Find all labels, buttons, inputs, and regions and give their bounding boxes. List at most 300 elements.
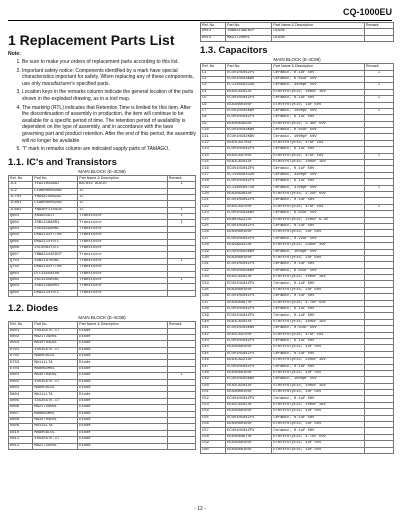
- description-cell: Ceramic, 0.1uF 50V: [272, 294, 365, 300]
- caps-table: [200, 63, 394, 454]
- ref-no-cell: Q603: [9, 226, 33, 232]
- description-cell: Electrolytic, 1uF 50V: [272, 441, 365, 447]
- part-no-cell: MA8056L0L: [33, 354, 78, 360]
- remark-cell: [365, 447, 394, 453]
- description-cell: Electrolytic, 100uF 16V: [272, 383, 365, 389]
- ref-no-cell: C7: [201, 108, 226, 114]
- caps-section: [200, 45, 394, 454]
- description-cell: Electrolytic, 47uF 16V: [272, 204, 365, 210]
- part-no-cell: EEA1AA331SF: [226, 243, 272, 249]
- ref-no-cell: C11: [201, 134, 226, 140]
- part-no-cell: MA2J72900L: [33, 334, 78, 340]
- ref-no-cell: C10: [201, 128, 226, 134]
- part-no-cell: ECUV1H102KBV: [226, 134, 272, 140]
- ref-no-cell: C31: [201, 262, 226, 268]
- remark-cell: I: [167, 277, 195, 283]
- part-no-cell: ECUV1H104ZFV: [226, 147, 272, 153]
- description-cell: Electrolytic, 1uF 50V: [272, 255, 365, 261]
- description-cell: Electrolytic, 47uF 16V: [272, 140, 365, 146]
- part-no-cell: YNA3RF1T04CB: [33, 207, 78, 213]
- ref-no-cell: C14: [201, 153, 226, 159]
- description-cell: Transistor: [78, 271, 168, 277]
- ref-no-cell: D809: [9, 424, 33, 430]
- col-ref: Ref. No.: [9, 175, 33, 181]
- description-cell: Electrolytic, 1uF 50V: [272, 370, 365, 376]
- part-no-cell: YNBA2144E8CP: [33, 252, 78, 258]
- col-part: Part No.: [33, 322, 78, 328]
- description-cell: Diode: [78, 443, 168, 449]
- part-no-cell: EEA1CA101SF: [226, 275, 272, 281]
- ref-no-cell: C50: [201, 383, 226, 389]
- description-cell: Ceramic, 0.01uF 50V: [272, 76, 365, 82]
- description-cell: Transistor: [78, 239, 168, 245]
- col-part: Part No.: [33, 175, 78, 181]
- ref-no-cell: D813: [201, 29, 226, 35]
- col-ref: Ref. No.: [201, 23, 226, 29]
- ref-no-cell: Q605: [9, 239, 33, 245]
- part-no-cell: ECUV1H103KBV: [226, 76, 272, 82]
- part-no-cell: MA111LTA: [33, 392, 78, 398]
- part-no-cell: ECUV1H103KBV: [226, 128, 272, 134]
- ref-no-cell: C34: [201, 281, 226, 287]
- part-no-cell: ECUV1H104ZFV: [226, 364, 272, 370]
- ref-no-cell: C44: [201, 345, 226, 351]
- part-no-cell: XN4601DJT: [33, 214, 78, 220]
- remark-cell: I: [167, 207, 195, 213]
- ref-no-cell: C52: [201, 396, 226, 402]
- part-no-cell: ECUV1H104ZFV: [226, 307, 272, 313]
- ref-no-cell: Q602: [9, 220, 33, 226]
- part-no-cell: ECUV1H104ZFV: [226, 115, 272, 121]
- description-cell: Transistor: [78, 220, 168, 226]
- description-cell: Ceramic, 3300pF 50V: [272, 83, 365, 89]
- ref-no-cell: C32: [201, 268, 226, 274]
- description-cell: Ceramic, 0.1uF 50V: [272, 198, 365, 204]
- description-cell: Electrolytic, 1uF 50V: [272, 230, 365, 236]
- ref-no-cell: C19: [201, 185, 226, 191]
- part-no-cell: EEA1HA010SF: [226, 390, 272, 396]
- part-no-cell: ECUV1H104ZFV: [226, 294, 272, 300]
- ref-no-cell: C8: [201, 115, 226, 121]
- remark-cell: [167, 290, 195, 296]
- ref-no-cell: D702: [9, 354, 33, 360]
- part-no-cell: MA111LTA: [33, 360, 78, 366]
- description-cell: Ceramic, 0.1uF 50V: [272, 96, 365, 102]
- description-cell: Diode: [78, 334, 168, 340]
- remark-cell: I: [365, 96, 394, 102]
- block-label: MAIN BLOCK (E-4C98): [78, 168, 126, 174]
- col-part: Part No.: [226, 23, 272, 29]
- part-no-cell: ECUV1H104ZFV: [226, 281, 272, 287]
- part-no-cell: MA8056L0L: [33, 430, 78, 436]
- description-cell: Electrolytic, 100uF 16V: [272, 89, 365, 95]
- col-desc: Part Name & Description: [272, 64, 365, 70]
- remark-cell: I: [365, 70, 394, 76]
- description-cell: Ceramic, 0.1uF 50V: [272, 338, 365, 344]
- description-cell: Ceramic, 0.01uF 50V: [272, 128, 365, 134]
- description-cell: Ceramic, 0.1uF 50V: [272, 313, 365, 319]
- description-cell: Electrolytic, 330uF 10V: [272, 243, 365, 249]
- part-no-cell: 2SB1197K0RL: [33, 258, 78, 264]
- part-no-cell: C1AB00000286: [33, 188, 78, 194]
- description-cell: Electrolytic, 4.7uF 50V: [272, 434, 365, 440]
- ref-no-cell: D806: [9, 405, 33, 411]
- remark-cell: I: [167, 258, 195, 264]
- ref-no-cell: C48: [201, 370, 226, 376]
- ref-no-cell: D701: [9, 347, 33, 353]
- part-no-cell: ECJ1VB1H332K: [226, 172, 272, 178]
- description-cell: Diode: [78, 430, 168, 436]
- ref-no-cell: C60: [201, 447, 226, 453]
- note-item: 3. Location keys in the remarks column indicate the general location of the parts shown in the exploded drawing, as in a tool map.: [22, 89, 196, 102]
- part-no-cell: MA2J72900L: [33, 443, 78, 449]
- part-no-cell: MA2J72900L: [33, 405, 78, 411]
- ref-no-cell: D805: [9, 398, 33, 404]
- ics-rows: [9, 182, 196, 297]
- ref-no-cell: C37: [201, 300, 226, 306]
- part-no-cell: ECJ1VB1H332K: [226, 83, 272, 89]
- description-cell: Diode: [78, 398, 168, 404]
- part-no-cell: 2SB1218A0R1: [33, 284, 78, 290]
- description-cell: Electrolytic, 1uF 50V: [272, 287, 365, 293]
- part-no-cell: EEA1CA101SF: [226, 89, 272, 95]
- left-column: [8, 22, 196, 450]
- description-cell: Electrolytic, 1uF 50V: [272, 422, 365, 428]
- col-desc: Part Name & Description: [272, 23, 365, 29]
- note-item: 4. The marking (RTL) indicates that Retention Time is limited for this item. After the discontinuation of assembly in production, the item will continue to be available for a specific period of time. The retention period of availability is dependent on the type of assembly, and in accordance with the laws governing part and product retention. After the end of this period, the assembly will no longer be available.: [22, 105, 196, 145]
- description-cell: Transistor: [78, 226, 168, 232]
- description-cell: Diode: [78, 386, 168, 392]
- part-no-cell: C1AB00000298: [33, 201, 78, 207]
- description-cell: Diode: [272, 29, 365, 35]
- ref-no-cell: C54: [201, 409, 226, 415]
- description-cell: Ceramic, 0.1uF 50V: [272, 179, 365, 185]
- part-no-cell: EEA1HA2R2SF: [226, 191, 272, 197]
- ref-no-cell: D807: [9, 411, 33, 417]
- col-remark: Remark: [167, 322, 195, 328]
- part-no-cell: DRA2143YTT08: [33, 233, 78, 239]
- ref-no-cell: C1: [201, 70, 226, 76]
- block-label: MAIN BLOCK (E-4C98): [273, 57, 321, 63]
- ref-no-cell: Q804: [9, 290, 33, 296]
- part-no-cell: EEA1CA470SF: [226, 332, 272, 338]
- ref-no-cell: C55: [201, 415, 226, 421]
- col-part: Part No.: [226, 64, 272, 70]
- description-cell: Ceramic, 0.1uF 50V: [272, 115, 365, 121]
- description-cell: Diode: [78, 424, 168, 430]
- ref-no-cell: C5: [201, 96, 226, 102]
- description-cell: Diode: [78, 379, 168, 385]
- part-no-cell: ECUV1H104ZFV: [226, 262, 272, 268]
- part-no-cell: MA111LTA: [33, 424, 78, 430]
- description-cell: Diode: [78, 392, 168, 398]
- part-no-cell: ECUV1H102KBV: [226, 377, 272, 383]
- ref-no-cell: C47: [201, 364, 226, 370]
- description-cell: Ceramic, 0.1uF 50V: [272, 364, 365, 370]
- ref-no-cell: Q702: [9, 265, 33, 271]
- ref-no-cell: C49: [201, 377, 226, 383]
- description-cell: Electrolytic, 47uF 16V: [272, 332, 365, 338]
- remark-cell: I: [365, 83, 394, 89]
- ref-no-cell: C43: [201, 338, 226, 344]
- description-cell: Ceramic, 0.01uF 50V: [272, 211, 365, 217]
- section-heading-capacitors: 1.3. Capacitors: [200, 45, 268, 57]
- description-cell: Electrolytic, 3.3uF 50V: [272, 121, 365, 127]
- ref-no-cell: Q802: [9, 277, 33, 283]
- part-no-cell: EEA1CA101SF: [226, 319, 272, 325]
- block-label: MAIN BLOCK (E-4C98): [78, 315, 126, 321]
- notes-list: [8, 59, 196, 153]
- ref-no-cell: C22: [201, 204, 226, 210]
- part-no-cell: ECUV1H104ZFV: [226, 96, 272, 102]
- ref-no-cell: Q701: [9, 258, 33, 264]
- part-no-cell: DTC14EUA106: [33, 271, 78, 277]
- part-no-cell: EEA1CA470SF: [226, 153, 272, 159]
- description-cell: Electrolytic, 2.2uF 50V: [272, 191, 365, 197]
- ref-no-cell: C25: [201, 223, 226, 229]
- ref-no-cell: D801: [9, 373, 33, 379]
- ref-no-cell: C17: [201, 172, 226, 178]
- ref-no-cell: Q606: [9, 246, 33, 252]
- description-cell: Transistor: [78, 252, 168, 258]
- part-no-cell: MA2J72900L: [226, 35, 272, 41]
- description-cell: Ceramic, 0.1uF 50V: [272, 428, 365, 434]
- ref-no-cell: C2: [201, 76, 226, 82]
- remark-cell: I: [167, 214, 195, 220]
- description-cell: Ceramic, 1000pF 50V: [272, 108, 365, 114]
- ref-no-cell: C29: [201, 249, 226, 255]
- description-cell: Diode: [272, 35, 365, 41]
- diodes-section: [8, 303, 196, 450]
- description-cell: Diode: [78, 354, 168, 360]
- part-no-cell: YNA4A7S80ZAL: [33, 194, 78, 200]
- remark-cell: I: [365, 185, 394, 191]
- description-cell: Ceramic, 0.1uF 50V: [272, 415, 365, 421]
- part-no-cell: DRA2114YOTL: [33, 290, 78, 296]
- part-no-cell: ECUV1H103KBV: [226, 326, 272, 332]
- remark-cell: I: [365, 108, 394, 114]
- ref-no-cell: C20: [201, 191, 226, 197]
- note-item: 1. Be sure to make your orders of replacement parts according to this list.: [22, 59, 196, 66]
- part-no-cell: 1SS355TE-17: [33, 328, 78, 334]
- ics-section: [8, 157, 196, 297]
- description-cell: Ceramic, 0.1uF 50V: [272, 281, 365, 287]
- ref-no-cell: C9: [201, 121, 226, 127]
- ref-no-cell: D811: [9, 437, 33, 443]
- part-no-cell: ECUV1H104ZFV: [226, 351, 272, 357]
- ref-no-cell: IC802: [9, 207, 33, 213]
- description-cell: Diode: [78, 341, 168, 347]
- diodes-rows: [9, 328, 196, 449]
- description-cell: Electrolytic, 220uF 16V: [272, 358, 365, 364]
- model-number: CQ-1000EU: [342, 7, 392, 17]
- description-cell: Diode: [78, 328, 168, 334]
- part-no-cell: EEA0JA221SF: [226, 217, 272, 223]
- description-cell: Ceramic, 0.1uF 50V: [272, 307, 365, 313]
- description-cell: Ceramic, 1000pF 50V: [272, 377, 365, 383]
- ref-no-cell: D808: [9, 418, 33, 424]
- ref-no-cell: C30: [201, 255, 226, 261]
- part-no-cell: ECUV1H103KBV: [226, 268, 272, 274]
- description-cell: Transistor: [78, 233, 168, 239]
- part-no-cell: MA3X704D0L: [33, 373, 78, 379]
- ref-no-cell: D814: [201, 35, 226, 41]
- ref-no-cell: Q803: [9, 284, 33, 290]
- part-no-cell: MA3X704D0L: [33, 418, 78, 424]
- description-cell: Transistor: [78, 214, 168, 220]
- part-no-cell: 2SC4081Y3TL: [33, 246, 78, 252]
- part-no-cell: EEA1CA470SF: [226, 204, 272, 210]
- description-cell: Diode: [78, 360, 168, 366]
- part-no-cell: EEA1CA470SF: [226, 140, 272, 146]
- description-cell: Electrolytic, 100uF 16V: [272, 319, 365, 325]
- ref-no-cell: C38: [201, 307, 226, 313]
- col-desc: Part Name & Description: [78, 175, 168, 181]
- description-cell: IC: [78, 207, 168, 213]
- ref-no-cell: Q607: [9, 252, 33, 258]
- ref-no-cell: C59: [201, 441, 226, 447]
- part-no-cell: ECUV1H103KBV: [226, 211, 272, 217]
- continued-table: [200, 22, 394, 42]
- description-cell: Electrolytic, 47uF 16V: [272, 153, 365, 159]
- part-no-cell: ECUV1H104ZFV: [226, 236, 272, 242]
- description-cell: Ceramic, 3300pF 50V: [272, 172, 365, 178]
- table-row: [201, 447, 394, 453]
- part-no-cell: MA3X704D0L: [33, 341, 78, 347]
- description-cell: Electrolytic, 100uF 16V: [272, 402, 365, 408]
- part-no-cell: 1SS355TE-17: [33, 398, 78, 404]
- ref-no-cell: C23: [201, 211, 226, 217]
- part-no-cell: ECJ1VB1H472K: [226, 185, 272, 191]
- description-cell: Diode: [78, 366, 168, 372]
- part-no-cell: 2SB1218A0R1: [33, 220, 78, 226]
- ref-no-cell: C33: [201, 275, 226, 281]
- description-cell: Ceramic, 1000pF 50V: [272, 134, 365, 140]
- table-row: [9, 443, 196, 449]
- ref-no-cell: C27: [201, 236, 226, 242]
- part-no-cell: ECUV1H104ZFV: [226, 338, 272, 344]
- part-no-cell: ECUV1H104ZFV: [226, 70, 272, 76]
- description-cell: Electrolytic, 4.7uF 50V: [272, 300, 365, 306]
- ref-no-cell: C3: [201, 83, 226, 89]
- page-header: [8, 6, 392, 21]
- note-item: 2. Important safety notice: Components identified by a mark have special characteristics important for safety. When replacing any of these components, use only manufacturer's specified parts.: [22, 68, 196, 88]
- part-no-cell: ECUV1H104ZFV: [226, 179, 272, 185]
- ref-no-cell: C41: [201, 326, 226, 332]
- part-no-cell: EEA1HA4R7SF: [226, 300, 272, 306]
- part-no-cell: YNBA2148EBCP: [226, 29, 272, 35]
- ref-no-cell: D802: [9, 379, 33, 385]
- ref-no-cell: D803: [9, 386, 33, 392]
- ref-no-cell: IC701: [9, 194, 33, 200]
- part-no-cell: EEA1HA3R3SF: [226, 121, 272, 127]
- ref-no-cell: Q801: [9, 271, 33, 277]
- description-cell: Electrolytic, 100uF 16V: [272, 160, 365, 166]
- part-no-cell: EEA1HA010SF: [226, 287, 272, 293]
- description-cell: Ceramic, 0.1uF 50V: [272, 351, 365, 357]
- ref-no-cell: C45: [201, 351, 226, 357]
- ref-no-cell: C4: [201, 89, 226, 95]
- ref-no-cell: D601: [9, 328, 33, 334]
- description-cell: Transistor: [78, 290, 168, 296]
- part-no-cell: 1SS355TE-17: [33, 379, 78, 385]
- table-row: [9, 290, 196, 296]
- description-cell: Electrolytic, 1uF 50V: [272, 345, 365, 351]
- description-cell: IC: [78, 201, 168, 207]
- ref-no-cell: C36: [201, 294, 226, 300]
- ref-no-cell: D602: [9, 334, 33, 340]
- remark-cell: I: [365, 153, 394, 159]
- description-cell: Transistor: [78, 277, 168, 283]
- ref-no-cell: C24: [201, 217, 226, 223]
- part-no-cell: EEA1HA010SF: [226, 370, 272, 376]
- ref-no-cell: D704: [9, 366, 33, 372]
- part-no-cell: ECUV1H102KBV: [226, 108, 272, 114]
- part-no-cell: EEA1HA010SF: [226, 441, 272, 447]
- ref-no-cell: C13: [201, 147, 226, 153]
- part-no-cell: ECUV1H104ZFV: [226, 198, 272, 204]
- page-title: 1 Replacement Parts List: [8, 32, 175, 48]
- part-no-cell: EEA1CA101SF: [226, 160, 272, 166]
- remark-cell: I: [365, 204, 394, 210]
- ref-no-cell: C28: [201, 243, 226, 249]
- description-cell: Electrolytic, 220uF 6.3V: [272, 217, 365, 223]
- note-item: 5. "I" mark in remarks column are indicated supply parts of TAMAGO.: [22, 146, 196, 153]
- ref-no-cell: C56: [201, 422, 226, 428]
- ref-no-cell: C39: [201, 313, 226, 319]
- ref-no-cell: C46: [201, 358, 226, 364]
- ics-table: [8, 175, 196, 297]
- description-cell: BA7642 AUDIO: [78, 182, 168, 188]
- description-cell: Ceramic, 0.22uF 50V: [272, 236, 365, 242]
- part-no-cell: ECUV1H104ZFV: [226, 396, 272, 402]
- part-no-cell: MA8062M0L: [33, 411, 78, 417]
- remark-cell: [167, 443, 195, 449]
- description-cell: Electrolytic, 1uF 50V: [272, 390, 365, 396]
- remark-cell: I: [167, 373, 195, 379]
- part-no-cell: ECUV1H104ZFV: [226, 313, 272, 319]
- description-cell: Electrolytic, 1uF 50V: [272, 409, 365, 415]
- ref-no-cell: C40: [201, 319, 226, 325]
- description-cell: Ceramic, 0.01uF 50V: [272, 326, 365, 332]
- caps-rows: [201, 70, 394, 453]
- part-no-cell: EEA1HA010SF: [226, 230, 272, 236]
- part-no-cell: EEA1HA010SF: [226, 409, 272, 415]
- part-no-cell: EEA1HA010SF: [226, 255, 272, 261]
- table-row: [201, 35, 394, 41]
- description-cell: Diode: [78, 437, 168, 443]
- description-cell: Ceramic, 0.1uF 50V: [272, 147, 365, 153]
- col-ref: Ref. No.: [201, 64, 226, 70]
- page-number: - 12 -: [194, 506, 206, 512]
- part-no-cell: 1SS355TE-17: [33, 437, 78, 443]
- part-no-cell: ECUV1H104ZFV: [226, 415, 272, 421]
- ref-no-cell: D810: [9, 430, 33, 436]
- ref-no-cell: C15: [201, 160, 226, 166]
- description-cell: IC: [78, 188, 168, 194]
- description-cell: Diode: [78, 411, 168, 417]
- part-no-cell: ECUV1H102KBV: [226, 249, 272, 255]
- description-cell: Ceramic, 0.1uF 50V: [272, 70, 365, 76]
- ref-no-cell: D703: [9, 360, 33, 366]
- description-cell: Transistor: [78, 284, 168, 290]
- description-cell: Diode: [78, 418, 168, 424]
- description-cell: Transistor: [78, 246, 168, 252]
- description-cell: IC: [78, 194, 168, 200]
- ref-no-cell: C35: [201, 287, 226, 293]
- description-cell: Ceramic, 0.1uF 50V: [272, 396, 365, 402]
- part-no-cell: ECUV1H104ZFV: [226, 223, 272, 229]
